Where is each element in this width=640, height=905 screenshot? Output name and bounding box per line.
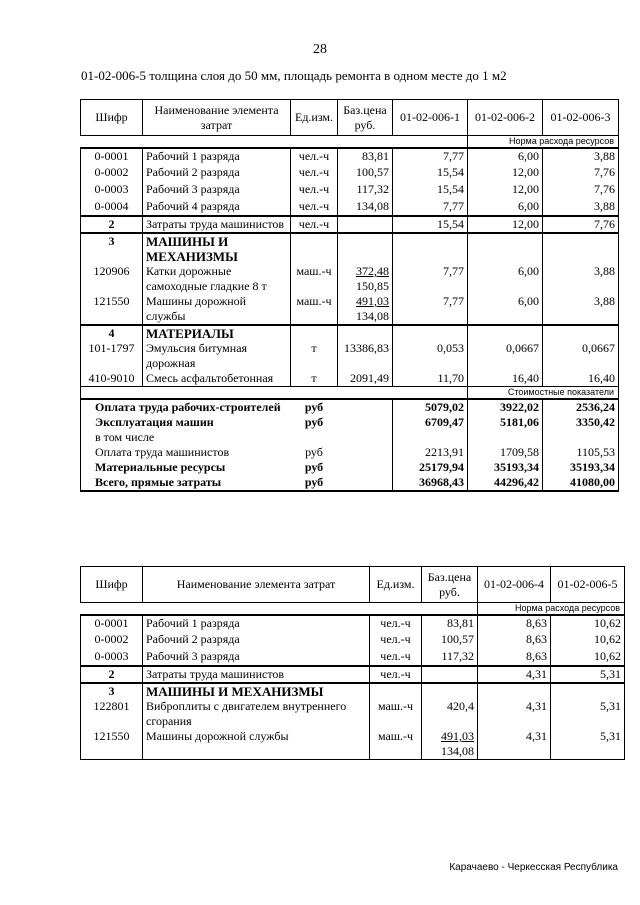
labor-row [81,165,619,182]
machinist-labor-row [81,666,625,683]
value-cell: 15,54 [393,165,468,182]
cost-note-row [81,387,619,400]
unit-cell: руб [304,460,324,474]
unit-cell: чел.-ч [291,165,338,182]
name-cell: Затраты труда машинистов [143,216,291,233]
price-cell [422,729,478,760]
code-cell: 0-0003 [81,182,143,199]
resource-table-1 [80,99,619,492]
materials-section-row [81,325,619,341]
name-cell: Машины дорожной службы [143,294,291,325]
section-title: МАТЕРИАЛЫ [143,325,291,341]
value-cell: 16,40 [468,371,543,387]
name-cell: Эмульсия битумная дорожная [143,341,291,371]
value-cell: 8,63 [478,632,551,649]
name-cell: Рабочий 2 разряда [143,632,370,649]
material-row [81,371,619,387]
value-cell: 8,63 [478,649,551,666]
header-cell: 01-02-006-3 [543,100,619,136]
price-cell: 117,32 [422,649,478,666]
bottom-border [551,760,625,761]
value-cell: 36968,43 [393,475,468,491]
header-cell: Баз.цена руб. [338,100,393,136]
value-cell: 6,00 [468,148,543,165]
bottom-border [370,760,422,761]
empty-cell [468,233,543,264]
header-cell: 01-02-006-5 [551,567,625,603]
norm-note-spacer [81,136,468,149]
empty-cell [338,475,393,491]
code-cell: 0-0002 [81,165,143,182]
empty-cell [338,445,393,460]
name-cell: Рабочий 4 разряда [143,199,291,216]
name-cell: Рабочий 2 разряда [143,165,291,182]
norm-note-row [81,136,619,149]
header-cell: Ед.изм. [370,567,422,603]
labor-row [81,182,619,199]
cost-row [81,445,619,460]
value-cell: 7,76 [543,182,619,199]
code-cell: 120906 [81,264,143,294]
machinist-labor-row [81,216,619,233]
price-cell [422,699,478,729]
header-cell: 01-02-006-4 [478,567,551,603]
cost-row [81,430,619,445]
code-cell: 0-0004 [81,199,143,216]
cost-row [81,475,619,491]
name-cell: Виброплиты с двигателем внутреннего сгорания [143,699,370,729]
price-cell: 83,81 [422,615,478,632]
unit-cell: чел.-ч [291,182,338,199]
value-cell: 8,63 [478,615,551,632]
unit-cell: руб [304,415,324,429]
material-row [81,341,619,371]
empty-cell [338,325,393,341]
value-cell: 7,77 [393,294,468,325]
price-cell: 13386,83 [338,341,393,371]
name-cell: Смесь асфальтобетонная [143,371,291,387]
unit-cell: чел.-ч [291,216,338,233]
unit-cell: т [291,371,338,387]
value-cell: 5079,02 [393,399,468,415]
unit-cell: чел.-ч [370,666,422,683]
value-cell: 1709,58 [468,445,543,460]
value-cell [543,430,619,445]
value-cell: 5181,06 [468,415,543,430]
name-cell: Рабочий 3 разряда [143,649,370,666]
price-top: 491,03 [441,729,474,743]
code-cell: 2 [81,216,143,233]
value-cell: 25179,94 [393,460,468,475]
section-title: МАШИНЫ И МЕХАНИЗМЫ [143,233,291,264]
value-cell: 10,62 [551,615,625,632]
cost-row [81,415,619,430]
value-cell: 3,88 [543,148,619,165]
value-cell: 2536,24 [543,399,619,415]
value-cell: 12,00 [468,165,543,182]
code-cell: 0-0001 [81,615,143,632]
price-cell: 117,32 [338,182,393,199]
unit-cell [291,430,338,445]
machine-row [81,264,619,294]
unit-cell: руб [305,445,323,459]
cost-name: Эксплуатация машин [81,415,291,430]
code-cell: 0-0002 [81,632,143,649]
value-cell: 10,62 [551,649,625,666]
bottom-border [81,760,143,761]
unit-cell: руб [291,475,338,491]
header-cell: 01-02-006-2 [468,100,543,136]
section-title: МАШИНЫ И МЕХАНИЗМЫ [143,683,370,699]
name-cell: Рабочий 1 разряда [143,615,370,632]
header-cell: Наименование элемента затрат [143,100,291,136]
price-bottom: 134,08 [356,309,389,323]
value-cell: 4,31 [478,729,551,760]
labor-row [81,148,619,165]
empty-cell [393,325,468,341]
value-cell: 0,0667 [543,341,619,371]
section-code: 3 [81,233,143,264]
machine-row [81,699,625,729]
empty-cell [422,683,478,699]
value-cell [393,430,468,445]
header-cell: Баз.цена руб. [422,567,478,603]
section-code: 3 [81,683,143,699]
empty-cell [468,325,543,341]
empty-cell [543,233,619,264]
price-cell: 2091,49 [338,371,393,387]
cost-row [81,460,619,475]
unit-cell: чел.-ч [370,649,422,666]
value-cell: 5,31 [551,699,625,729]
value-cell: 7,77 [393,199,468,216]
empty-cell [338,430,393,445]
page-number: 28 [313,42,327,57]
cost-row [81,399,619,415]
value-cell: 12,00 [468,182,543,199]
value-cell: 7,76 [543,165,619,182]
name-cell: Рабочий 3 разряда [143,182,291,199]
cost-note: Стоимостные показатели [468,387,619,400]
empty-cell [338,233,393,264]
bottom-border [422,760,478,761]
unit-cell: маш.-ч [370,729,422,760]
page-footer: Карачаево - Черкесская Республика [449,862,618,873]
machine-row [81,294,619,325]
value-cell: 15,54 [393,182,468,199]
unit-cell: т [291,341,338,371]
header-cell: Наименование элемента затрат [143,567,370,603]
unit-cell: маш.-ч [291,264,338,294]
table-bottom-row [81,760,625,761]
value-cell: 16,40 [543,371,619,387]
price-cell [422,666,478,683]
value-cell: 41080,00 [543,475,619,491]
empty-cell [370,683,422,699]
cost-name: Оплата труда машинистов [81,445,291,460]
value-cell: 6,00 [468,294,543,325]
empty-cell [291,325,338,341]
code-cell: 0-0003 [81,649,143,666]
norm-note: Норма расхода ресурсов [478,603,625,616]
cost-name: в том числе [81,430,291,445]
labor-row [81,649,625,666]
value-cell: 3,88 [543,294,619,325]
header-cell: Шифр [81,100,143,136]
price-cell [338,294,393,325]
bottom-border [143,760,370,761]
cost-note-spacer [81,387,468,400]
cost-name: Оплата труда рабочих-строителей [81,399,291,415]
value-cell: 44296,42 [468,475,543,491]
value-cell: 35193,34 [543,460,619,475]
value-cell: 7,76 [543,216,619,233]
bottom-border [478,760,551,761]
unit-cell: чел.-ч [370,632,422,649]
value-cell: 11,70 [393,371,468,387]
cost-name: Материальные ресурсы [81,460,291,475]
value-cell: 7,77 [393,148,468,165]
code-cell: 122801 [81,699,143,729]
code-cell: 0-0001 [81,148,143,165]
price-cell: 83,81 [338,148,393,165]
header-cell: Ед.изм. [291,100,338,136]
empty-cell [551,683,625,699]
labor-row [81,199,619,216]
value-cell: 3,88 [543,264,619,294]
value-cell: 10,62 [551,632,625,649]
code-cell: 410-9010 [81,371,143,387]
code-cell: 101-1797 [81,341,143,371]
code-cell: 121550 [81,294,143,325]
section-code: 4 [81,325,143,341]
value-cell: 3350,42 [543,415,619,430]
value-cell: 12,00 [468,216,543,233]
norm-note-spacer [81,603,478,616]
labor-row [81,615,625,632]
value-cell: 4,31 [478,666,551,683]
value-cell: 4,31 [478,699,551,729]
norm-note-row [81,603,625,616]
price-cell: 134,08 [338,199,393,216]
value-cell: 3922,02 [468,399,543,415]
labor-row [81,632,625,649]
unit-cell: руб [291,399,338,415]
header-cell: Шифр [81,567,143,603]
price-cell [338,264,393,294]
value-cell: 6709,47 [393,415,468,430]
norm-note: Норма расхода ресурсов [468,136,619,149]
name-cell: Катки дорожные самоходные гладкие 8 т [143,264,291,294]
price-cell: 100,57 [422,632,478,649]
price-top: 420,4 [447,699,474,713]
name-cell: Машины дорожной службы [143,729,370,760]
value-cell: 1105,53 [543,445,619,460]
value-cell: 3,88 [543,199,619,216]
value-cell: 6,00 [468,264,543,294]
section-subtitle: 01-02-006-5 толщина слоя до 50 мм, площадь ремонта в одном месте до 1 м2 [81,68,507,83]
empty-cell [338,460,393,475]
code-cell: 121550 [81,729,143,760]
header-cell: 01-02-006-1 [393,100,468,136]
unit-cell: маш.-ч [291,294,338,325]
empty-cell [338,399,393,415]
empty-cell [478,683,551,699]
price-bottom: 150,85 [356,279,389,293]
value-cell: 0,0667 [468,341,543,371]
cost-name: Всего, прямые затраты [81,475,291,491]
price-cell: 100,57 [338,165,393,182]
value-cell: 15,54 [393,216,468,233]
table-header-row [81,100,619,136]
value-cell: 2213,91 [393,445,468,460]
unit-cell: чел.-ч [370,615,422,632]
code-cell: 2 [81,666,143,683]
resource-table-2 [80,566,625,761]
value-cell: 7,77 [393,264,468,294]
price-cell [338,216,393,233]
unit-cell: чел.-ч [291,148,338,165]
value-cell [468,430,543,445]
value-cell: 35193,34 [468,460,543,475]
machine-row [81,729,625,760]
unit-cell: чел.-ч [291,199,338,216]
value-cell: 0,053 [393,341,468,371]
empty-cell [291,233,338,264]
value-cell: 6,00 [468,199,543,216]
machines-section-row [81,233,619,264]
empty-cell [543,325,619,341]
price-bottom: 134,08 [441,744,474,758]
name-cell: Затраты труда машинистов [143,666,370,683]
name-cell: Рабочий 1 разряда [143,148,291,165]
price-top: 372,48 [356,264,389,278]
empty-cell [338,415,393,430]
value-cell: 5,31 [551,666,625,683]
machines-section-row [81,683,625,699]
price-top: 491,03 [356,294,389,308]
empty-cell [393,233,468,264]
unit-cell: маш.-ч [370,699,422,729]
value-cell: 5,31 [551,729,625,760]
table-header-row [81,567,625,603]
